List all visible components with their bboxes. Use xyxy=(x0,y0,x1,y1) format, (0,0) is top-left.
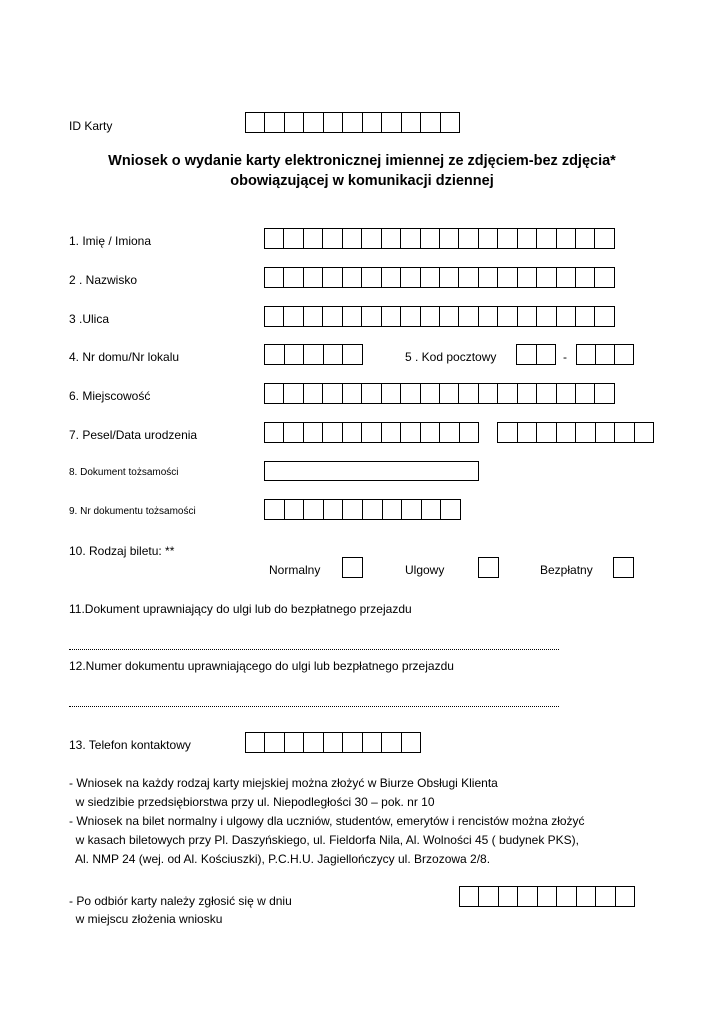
char-cell[interactable] xyxy=(478,887,497,906)
postal-code-dash: - xyxy=(563,350,567,364)
char-cell[interactable] xyxy=(536,307,555,326)
ticket-normal-checkbox[interactable] xyxy=(342,557,363,578)
char-cell[interactable] xyxy=(614,345,633,364)
name-label: 1. Imię / Imiona xyxy=(69,234,152,248)
char-cell[interactable] xyxy=(537,887,556,906)
char-cell[interactable] xyxy=(536,345,556,364)
birth-date-input[interactable] xyxy=(497,422,654,443)
char-cell[interactable] xyxy=(594,384,613,403)
char-cell[interactable] xyxy=(459,423,478,442)
postal-code-label: 5 . Kod pocztowy xyxy=(405,350,497,364)
char-cell[interactable] xyxy=(439,268,458,287)
char-cell[interactable] xyxy=(594,307,613,326)
pickup-date-input[interactable] xyxy=(459,886,635,907)
pickup-line-1: - Po odbiór karty należy zgłosić się w dniu xyxy=(69,894,292,908)
char-cell[interactable] xyxy=(283,307,302,326)
char-cell[interactable] xyxy=(594,268,613,287)
char-cell[interactable] xyxy=(284,500,304,519)
char-cell[interactable] xyxy=(381,113,400,132)
char-cell[interactable] xyxy=(361,423,380,442)
id-card-input[interactable] xyxy=(245,112,460,133)
note-line-3: - Wniosek na bilet normalny i ulgowy dla uczniów, studentów, emerytów i rencistów można złożyć xyxy=(69,814,585,828)
char-cell[interactable] xyxy=(382,500,402,519)
char-cell[interactable] xyxy=(401,733,420,752)
pickup-line-2: w miejscu złożenia wniosku xyxy=(69,912,223,926)
house-number-input[interactable] xyxy=(264,344,363,365)
char-cell[interactable] xyxy=(536,423,556,442)
char-cell[interactable] xyxy=(265,229,283,248)
char-cell[interactable] xyxy=(575,307,594,326)
char-cell[interactable] xyxy=(478,307,497,326)
char-cell[interactable] xyxy=(400,307,419,326)
char-cell[interactable] xyxy=(536,229,555,248)
char-cell[interactable] xyxy=(265,500,284,519)
pesel-input[interactable] xyxy=(264,422,479,443)
char-cell[interactable] xyxy=(361,229,380,248)
house-number-label: 4. Nr domu/Nr lokalu xyxy=(69,350,180,364)
char-cell[interactable] xyxy=(556,887,575,906)
char-cell[interactable] xyxy=(595,345,614,364)
street-label: 3 .Ulica xyxy=(69,312,110,326)
discount-document-number-label: 12.Numer dokumentu uprawniającego do ulgi lub bezpłatnego przejazdu xyxy=(69,659,454,673)
char-cell[interactable] xyxy=(342,229,361,248)
char-cell[interactable] xyxy=(283,423,302,442)
char-cell[interactable] xyxy=(575,384,594,403)
postal-code-input-part1[interactable] xyxy=(516,344,556,365)
char-cell[interactable] xyxy=(381,229,400,248)
char-cell[interactable] xyxy=(517,268,536,287)
char-cell[interactable] xyxy=(420,268,439,287)
char-cell[interactable] xyxy=(460,887,478,906)
char-cell[interactable] xyxy=(381,733,400,752)
char-cell[interactable] xyxy=(303,423,322,442)
char-cell[interactable] xyxy=(458,307,477,326)
char-cell[interactable] xyxy=(556,423,576,442)
char-cell[interactable] xyxy=(439,423,458,442)
char-cell[interactable] xyxy=(420,229,439,248)
note-line-5: Al. NMP 24 (wej. od Al. Kościuszki), P.C.H.U. Jagiellończycy ul. Brzozowa 2/8. xyxy=(69,852,491,866)
char-cell[interactable] xyxy=(400,229,419,248)
char-cell[interactable] xyxy=(303,113,322,132)
ticket-type-label: 10. Rodzaj biletu: ** xyxy=(69,544,175,558)
char-cell[interactable] xyxy=(303,307,322,326)
char-cell[interactable] xyxy=(362,113,381,132)
phone-input[interactable] xyxy=(245,732,421,753)
char-cell[interactable] xyxy=(400,384,419,403)
char-cell[interactable] xyxy=(400,268,419,287)
char-cell[interactable] xyxy=(322,268,341,287)
char-cell[interactable] xyxy=(440,500,460,519)
discount-document-label: 11.Dokument uprawniający do ulgi lub do bezpłatnego przejazdu xyxy=(69,602,412,616)
char-cell[interactable] xyxy=(342,733,361,752)
char-cell[interactable] xyxy=(264,733,283,752)
char-cell[interactable] xyxy=(575,268,594,287)
char-cell[interactable] xyxy=(440,113,459,132)
char-cell[interactable] xyxy=(420,423,439,442)
char-cell[interactable] xyxy=(322,307,341,326)
char-cell[interactable] xyxy=(439,229,458,248)
note-line-4: w kasach biletowych przy Pl. Daszyńskiego, ul. Fieldorfa Nila, Al. Wolności 45 ( budynek PKS), xyxy=(69,833,579,847)
ticket-free-checkbox[interactable] xyxy=(613,557,634,578)
char-cell[interactable] xyxy=(401,113,420,132)
char-cell[interactable] xyxy=(595,423,615,442)
city-label: 6. Miejscowość xyxy=(69,389,151,403)
char-cell[interactable] xyxy=(498,423,517,442)
char-cell[interactable] xyxy=(303,268,322,287)
name-input[interactable] xyxy=(264,228,615,249)
char-cell[interactable] xyxy=(361,268,380,287)
char-cell[interactable] xyxy=(420,113,439,132)
discount-document-number-line[interactable] xyxy=(69,706,559,707)
ticket-reduced-checkbox[interactable] xyxy=(478,557,499,578)
pesel-label: 7. Pesel/Data urodzenia xyxy=(69,428,198,442)
char-cell[interactable] xyxy=(342,307,361,326)
id-document-input[interactable] xyxy=(264,461,479,481)
char-cell[interactable] xyxy=(634,423,654,442)
char-cell[interactable] xyxy=(381,423,400,442)
city-input[interactable] xyxy=(264,383,615,404)
char-cell[interactable] xyxy=(265,423,283,442)
char-cell[interactable] xyxy=(497,268,516,287)
char-cell[interactable] xyxy=(284,733,303,752)
ticket-normal-label: Normalny xyxy=(269,563,321,577)
char-cell[interactable] xyxy=(342,423,361,442)
char-cell[interactable] xyxy=(497,229,516,248)
street-input[interactable] xyxy=(264,306,615,327)
char-cell[interactable] xyxy=(283,268,302,287)
char-cell[interactable] xyxy=(362,500,382,519)
char-cell[interactable] xyxy=(342,268,361,287)
char-cell[interactable] xyxy=(401,500,421,519)
char-cell[interactable] xyxy=(577,345,595,364)
char-cell[interactable] xyxy=(303,733,322,752)
id-document-number-label: 9. Nr dokumentu tożsamości xyxy=(69,506,196,517)
char-cell[interactable] xyxy=(265,384,283,403)
ticket-free-label: Bezpłatny xyxy=(540,563,593,577)
char-cell[interactable] xyxy=(303,500,323,519)
char-cell[interactable] xyxy=(615,887,634,906)
char-cell[interactable] xyxy=(265,268,283,287)
char-cell[interactable] xyxy=(517,307,536,326)
char-cell[interactable] xyxy=(458,268,477,287)
char-cell[interactable] xyxy=(362,733,381,752)
char-cell[interactable] xyxy=(322,384,341,403)
form-title-line1: Wniosek o wydanie karty elektronicznej imiennej ze zdjęciem-bez zdjęcia* xyxy=(108,153,616,169)
char-cell[interactable] xyxy=(381,384,400,403)
char-cell[interactable] xyxy=(556,307,575,326)
char-cell[interactable] xyxy=(421,500,441,519)
char-cell[interactable] xyxy=(439,384,458,403)
char-cell[interactable] xyxy=(614,423,634,442)
char-cell[interactable] xyxy=(594,229,613,248)
char-cell[interactable] xyxy=(323,500,343,519)
char-cell[interactable] xyxy=(284,345,304,364)
char-cell[interactable] xyxy=(322,423,341,442)
char-cell[interactable] xyxy=(283,384,302,403)
char-cell[interactable] xyxy=(361,384,380,403)
char-cell[interactable] xyxy=(284,113,303,132)
char-cell[interactable] xyxy=(246,733,264,752)
char-cell[interactable] xyxy=(556,384,575,403)
id-document-label: 8. Dokument tożsamości xyxy=(69,467,179,478)
note-line-1: - Wniosek na każdy rodzaj karty miejskiej można złożyć w Biurze Obsługi Klienta xyxy=(69,776,498,790)
char-cell[interactable] xyxy=(576,887,595,906)
char-cell[interactable] xyxy=(342,500,362,519)
char-cell[interactable] xyxy=(536,268,555,287)
char-cell[interactable] xyxy=(381,268,400,287)
char-cell[interactable] xyxy=(517,423,537,442)
char-cell[interactable] xyxy=(517,345,536,364)
char-cell[interactable] xyxy=(478,268,497,287)
note-line-2: w siedzibie przedsiębiorstwa przy ul. Niepodległości 30 – pok. nr 10 xyxy=(69,795,435,809)
char-cell[interactable] xyxy=(556,229,575,248)
postal-code-input-part2[interactable] xyxy=(576,344,634,365)
form-title-line2: obowiązującej w komunikacji dziennej xyxy=(230,173,494,189)
char-cell[interactable] xyxy=(323,345,343,364)
surname-label: 2 . Nazwisko xyxy=(69,273,138,287)
char-cell[interactable] xyxy=(342,384,361,403)
char-cell[interactable] xyxy=(322,229,341,248)
char-cell[interactable] xyxy=(536,384,555,403)
char-cell[interactable] xyxy=(556,268,575,287)
char-cell[interactable] xyxy=(303,229,322,248)
char-cell[interactable] xyxy=(342,345,362,364)
char-cell[interactable] xyxy=(439,307,458,326)
char-cell[interactable] xyxy=(342,113,361,132)
char-cell[interactable] xyxy=(517,887,536,906)
char-cell[interactable] xyxy=(265,345,284,364)
char-cell[interactable] xyxy=(497,307,516,326)
char-cell[interactable] xyxy=(458,384,477,403)
char-cell[interactable] xyxy=(303,384,322,403)
discount-document-line[interactable] xyxy=(69,649,559,650)
char-cell[interactable] xyxy=(478,229,497,248)
char-cell[interactable] xyxy=(361,307,380,326)
char-cell[interactable] xyxy=(283,229,302,248)
char-cell[interactable] xyxy=(323,733,342,752)
phone-label: 13. Telefon kontaktowy xyxy=(69,738,191,752)
id-document-number-input[interactable] xyxy=(264,499,461,520)
char-cell[interactable] xyxy=(303,345,323,364)
char-cell[interactable] xyxy=(575,229,594,248)
char-cell[interactable] xyxy=(478,384,497,403)
char-cell[interactable] xyxy=(517,384,536,403)
id-card-label: ID Karty xyxy=(69,119,113,133)
surname-input[interactable] xyxy=(264,267,615,288)
char-cell[interactable] xyxy=(323,113,342,132)
char-cell[interactable] xyxy=(517,229,536,248)
ticket-reduced-label: Ulgowy xyxy=(405,563,445,577)
char-cell[interactable] xyxy=(246,113,264,132)
char-cell[interactable] xyxy=(381,307,400,326)
char-cell[interactable] xyxy=(575,423,595,442)
char-cell[interactable] xyxy=(420,384,439,403)
char-cell[interactable] xyxy=(595,887,614,906)
char-cell[interactable] xyxy=(458,229,477,248)
char-cell[interactable] xyxy=(400,423,419,442)
char-cell[interactable] xyxy=(420,307,439,326)
char-cell[interactable] xyxy=(265,307,283,326)
char-cell[interactable] xyxy=(498,887,517,906)
char-cell[interactable] xyxy=(497,384,516,403)
char-cell[interactable] xyxy=(264,113,283,132)
